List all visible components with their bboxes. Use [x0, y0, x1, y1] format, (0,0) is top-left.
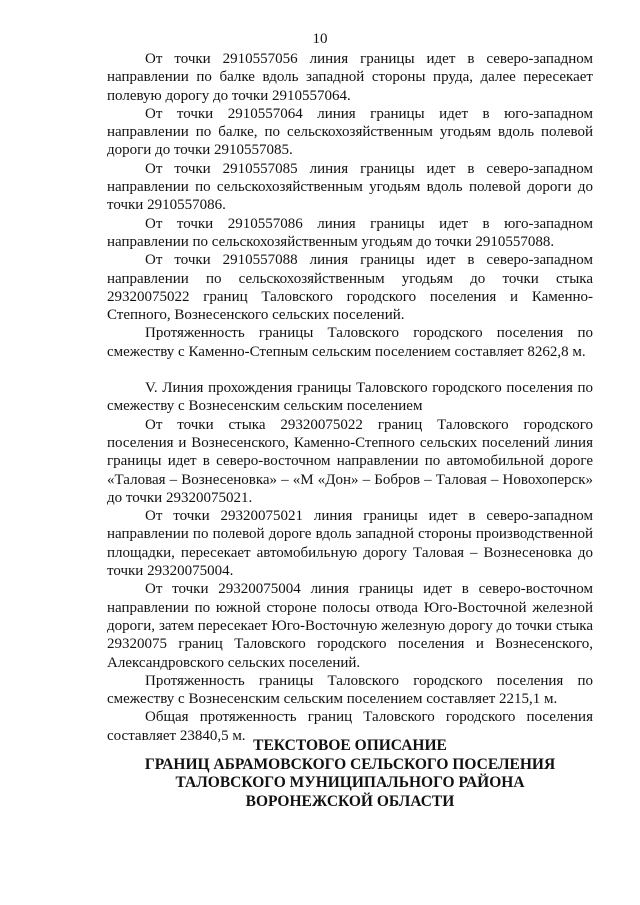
paragraph-length-voznesenskoe: Протяженность границы Таловского городского поселения по смежеству с Вознесенским сельским поселением составляет 2215,1 м. [107, 672, 593, 708]
paragraph-boundary-point-29320075022: От точки стыка 29320075022 границ Таловского городского поселения и Вознесенского, Каменно-Степного сельских поселений линия границы идет в северо-восточном направлении по автомобильной дороге «Таловая – Вознесеновка» – «М «Дон» – Бобров – Таловая – Новохоперск» до точки 29320075021. [107, 416, 593, 506]
document-body [107, 50, 593, 745]
paragraph-length-kamenno-stepnoe: Протяженность границы Таловского городского поселения по смежеству с Каменно-Степным сельским поселением составляет 8262,8 м. [107, 325, 593, 360]
heading-line-3: ТАЛОВСКОГО МУНИЦИПАЛЬНОГО РАЙОНА [175, 774, 525, 791]
page-number: 10 [312, 31, 328, 47]
paragraph-boundary-point-2910557085: От точки 2910557085 линия границы идет в северо-западном направлении по сельскохозяйственным угодьям вдоль полевой дороги до точки 2910557086. [107, 160, 593, 214]
paragraph-boundary-point-2910557064: От точки 2910557064 линия границы идет в юго-западном направлении по балке, по сельскохозяйственным угодьям вдоль полевой дороги до точки 2910557085. [107, 105, 593, 159]
heading-line-2: ГРАНИЦ АБРАМОВСКОГО СЕЛЬСКОГО ПОСЕЛЕНИЯ [144, 755, 556, 773]
heading-line-1: ТЕКСТОВОЕ ОПИСАНИЕ [253, 737, 447, 754]
section-v-title: V. Линия прохождения границы Таловского городского поселения по смежеству с Вознесенским сельским поселением [107, 380, 593, 415]
paragraph-total-length: Общая протяженность границ Таловского городского поселения составляет 23840,5 м. [107, 709, 593, 744]
paragraph-boundary-point-29320075004: От точки 29320075004 линия границы идет в северо-восточном направлении по южной стороне полосы отвода Юго-Восточной железной дороги, затем пересекает Юго-Восточную железную дорогу до точки стыка 29320075 границ Таловского городского поселения и Вознесенского, Александровского сельских поселений. [107, 581, 593, 671]
section-heading [107, 737, 593, 811]
paragraph-boundary-point-2910557088: От точки 2910557088 линия границы идет в северо-западном направлении по сельскохозяйственным угодьям до точки стыка 29320075022 границ Таловского городского поселения и Каменно-Степного, Вознесенского сельских поселений. [107, 252, 593, 324]
heading-line-4: ВОРОНЕЖСКОЙ ОБЛАСТИ [245, 792, 455, 810]
paragraph-boundary-point-29320075021: От точки 29320075021 линия границы идет в северо-западном направлении по полевой дороге вдоль западной стороны производственной площадки, пересекает автомобильную дорогу Таловая – Вознесеновка до точки 29320075004. [107, 508, 593, 580]
paragraph-boundary-point-2910557056: От точки 2910557056 линия границы идет в северо-западном направлении по балке вдоль западной стороны пруда, далее пересекает полевую дорогу до точки 2910557064. [107, 51, 593, 104]
paragraph-boundary-point-2910557086: От точки 2910557086 линия границы идет в юго-западном направлении по сельскохозяйственным угодьям до точки 2910557088. [107, 215, 593, 250]
